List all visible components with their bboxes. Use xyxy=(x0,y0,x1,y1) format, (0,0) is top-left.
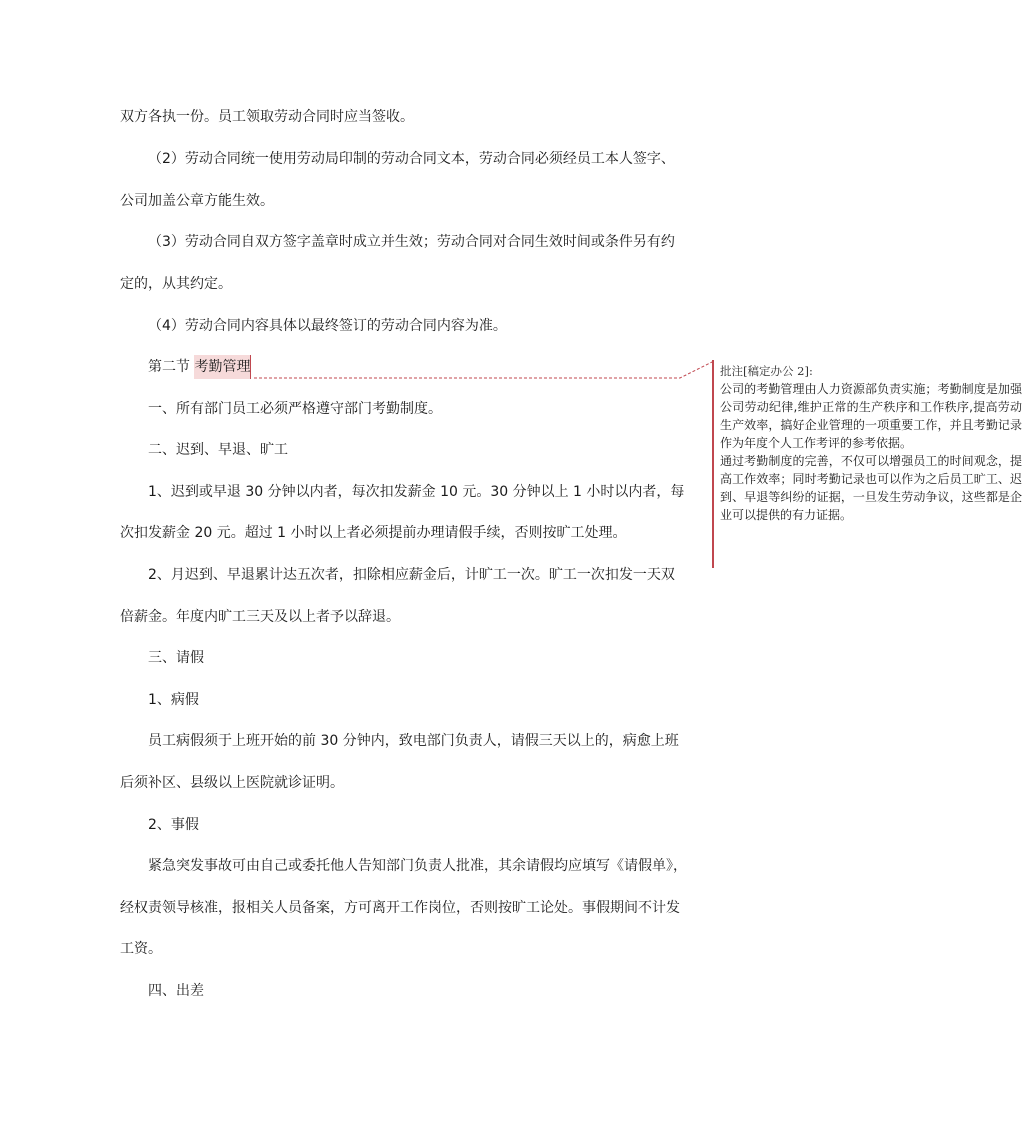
body-line: 双方各执一份。员工领取劳动合同时应当签收。 xyxy=(120,109,414,125)
body-line: 四、出差 xyxy=(148,983,204,999)
body-line: 2、月迟到、早退累计达五次者，扣除相应薪金后，计旷工一次。旷工一次扣发一天双 xyxy=(148,567,675,583)
body-line: 三、请假 xyxy=(148,650,204,666)
body-line: 1、迟到或早退 30 分钟以内者，每次扣发薪金 10 元。30 分钟以上 1 小时以内者，每 xyxy=(148,484,685,500)
body-line: 2、事假 xyxy=(148,817,199,833)
comment-paragraph: 公司的考勤管理由人力资源部负责实施；考勤制度是加强公司劳动纪律,维护正常的生产秩序和工作秩序,提高劳动生产效率，搞好企业管理的一项重要工作，并且考勤记录作为年度个人工作考评的参考依据。 xyxy=(720,382,1022,450)
body-line: （3）劳动合同自双方签字盖章时成立并生效；劳动合同对合同生效时间或条件另有约 xyxy=(148,234,675,250)
comment-header: 批注[稿定办公 2]: xyxy=(720,364,813,378)
body-line: 员工病假须于上班开始的前 30 分钟内，致电部门负责人，请假三天以上的，病愈上班 xyxy=(148,733,679,749)
body-line: （2）劳动合同统一使用劳动局印制的劳动合同文本，劳动合同必须经员工本人签字、 xyxy=(148,151,675,167)
body-line: 公司加盖公章方能生效。 xyxy=(120,193,274,209)
body-line: 一、所有部门员工必须严格遵守部门考勤制度。 xyxy=(148,401,442,417)
comment-balloon[interactable] xyxy=(720,362,1022,524)
body-line: 经权责领导核准，报相关人员备案，方可离开工作岗位，否则按旷工论处。事假期间不计发 xyxy=(120,900,680,916)
commented-text[interactable]: 考勤管理 xyxy=(194,355,251,379)
section-prefix: 第二节 xyxy=(148,359,190,375)
body-line: 紧急突发事故可由自己或委托他人告知部门负责人批准，其余请假均应填写《请假单》， xyxy=(148,858,687,874)
body-line: （4）劳动合同内容具体以最终签订的劳动合同内容为准。 xyxy=(148,318,507,334)
body-line: 倍薪金。年度内旷工三天及以上者予以辞退。 xyxy=(120,609,400,625)
body-line: 次扣发薪金 20 元。超过 1 小时以上者必须提前办理请假手续，否则按旷工处理。 xyxy=(120,525,627,541)
body-line: 工资。 xyxy=(120,941,162,957)
body-line: 二、迟到、早退、旷工 xyxy=(148,442,288,458)
body-line: 定的，从其约定。 xyxy=(120,276,232,292)
comment-accent-bar xyxy=(712,360,714,568)
body-line: 1、病假 xyxy=(148,692,199,708)
comment-paragraph: 通过考勤制度的完善，不仅可以增强员工的时间观念，提高工作效率；同时考勤记录也可以作为之后员工旷工、迟到、早退等纠纷的证据，一旦发生劳动争议，这些都是企业可以提供的有力证据。 xyxy=(720,454,1022,522)
body-line: 后须补区、县级以上医院就诊证明。 xyxy=(120,775,344,791)
